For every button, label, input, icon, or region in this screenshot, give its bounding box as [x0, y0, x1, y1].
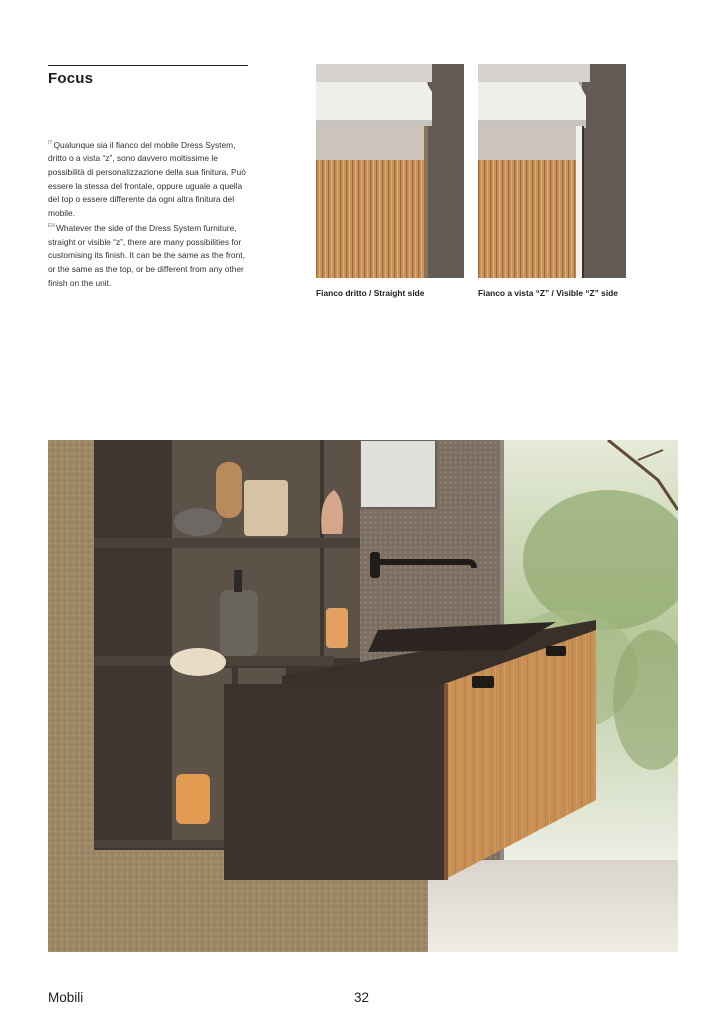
footer-section-label: Mobili — [48, 990, 84, 1005]
italian-text: Qualunque sia il fianco del mobile Dress System, dritto o a vista “z”, sono davvero moltissime le possibilità di personalizzazione della sua finitura. Può essere la stessa del frontale, oppure uguale a quella del top o essere differente da ogni altra finitura del mobile. — [48, 139, 246, 218]
english-paragraph — [48, 220, 254, 290]
visible-z-side-image — [478, 64, 626, 278]
straight-side-caption: Fianco dritto / Straight side — [316, 288, 425, 298]
english-marker: EN — [48, 223, 55, 230]
italian-marker: IT — [48, 140, 53, 146]
bathroom-furniture-photo — [48, 440, 678, 952]
straight-side-image — [316, 64, 464, 278]
heading-rule — [48, 65, 248, 66]
visible-z-side-caption: Fianco a vista “Z” / Visible “Z” side — [478, 288, 618, 298]
italian-paragraph — [48, 137, 254, 220]
page-title: Focus — [48, 70, 94, 87]
english-text: Whatever the side of the Dress System furniture, straight or visible “z”, there are many possibilities for customising its finish. It can be the same as the front, or the same as the top, or be different from any other finish on the unit. — [48, 223, 245, 288]
page-number: 32 — [354, 990, 370, 1005]
description-text — [48, 137, 254, 290]
